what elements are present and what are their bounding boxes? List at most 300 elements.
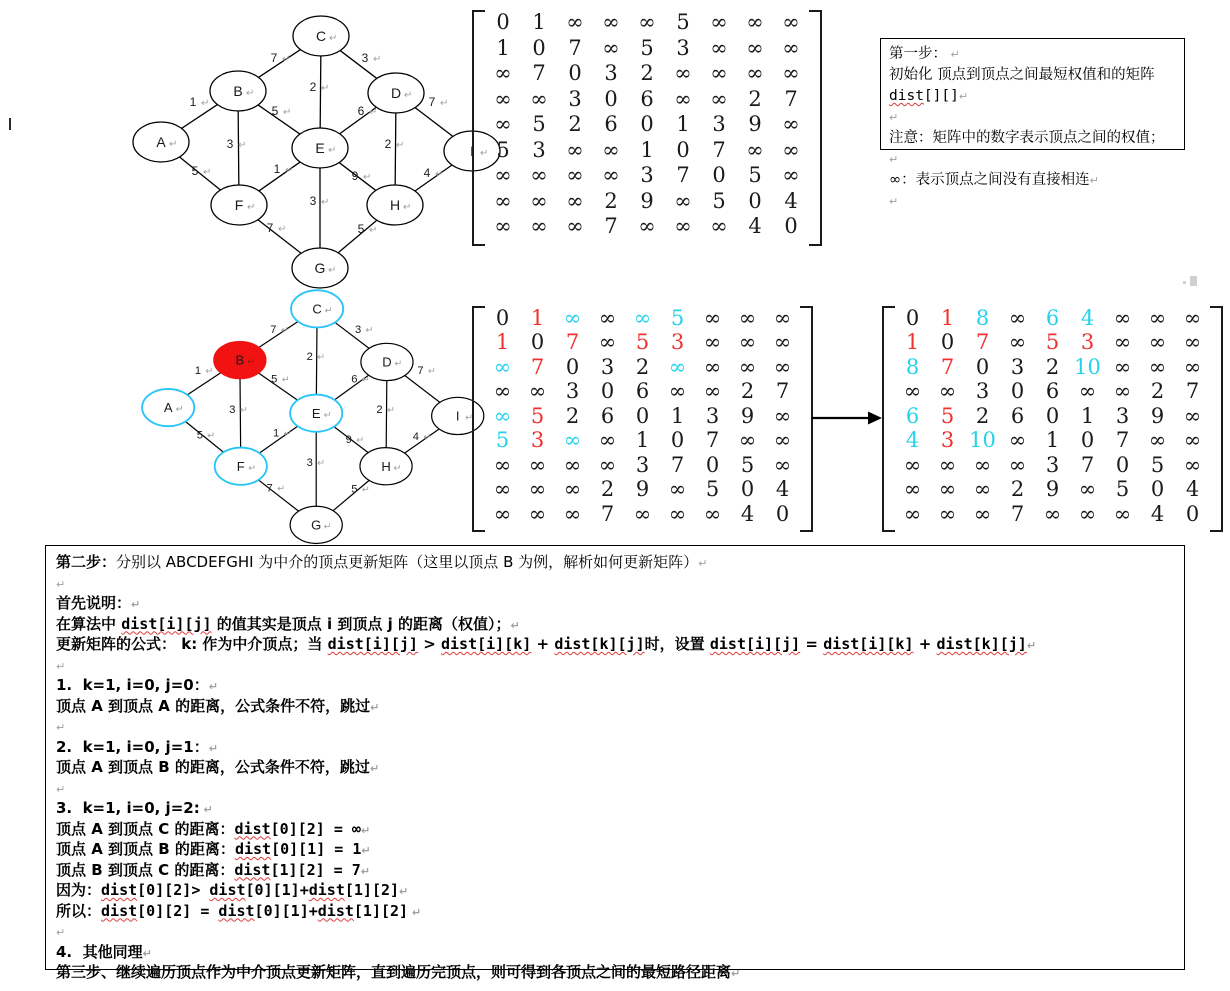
matrix-cell: ∞: [566, 163, 584, 188]
explain-blank-2: [56, 656, 1174, 677]
pilcrow-mark: ↵: [731, 967, 741, 980]
matrix-cell: 9: [635, 477, 650, 502]
matrix-cell: ∞: [563, 428, 582, 453]
matrix-cell: 4: [784, 188, 798, 213]
step-3-line-2: 顶点 A 到顶点 B 的距离：dist[0][1] = 1↵: [56, 840, 371, 858]
matrix-cell: ∞: [903, 452, 922, 477]
matrix-after-update: [882, 306, 1223, 532]
edge-weight-pilcrow: ↵: [321, 83, 330, 94]
matrix-cell: ∞: [530, 214, 548, 239]
edge-weight-label: 7: [270, 324, 277, 337]
matrix-cell: 0: [1150, 477, 1165, 502]
matrix-after-grid: [895, 306, 1210, 532]
update-arrow: [812, 406, 882, 430]
matrix-cell: ∞: [973, 477, 992, 502]
matrix-cell: ∞: [530, 163, 548, 188]
dist-token: dist[k][j]: [936, 635, 1027, 653]
explain-blank-4: [56, 779, 1174, 800]
edge-weight-label: 7: [417, 365, 424, 378]
matrix-cell: ∞: [1148, 354, 1167, 379]
matrix-cell: 1: [905, 330, 920, 355]
edge-weight-pilcrow: ↵: [285, 165, 294, 176]
explain-subhead: 首先说明：↵: [56, 594, 141, 612]
edge-weight-label: 1: [273, 427, 280, 440]
matrix-cell: 2: [635, 354, 650, 379]
pilcrow-mark: ↵: [360, 823, 371, 837]
matrix-cell: ∞: [1148, 305, 1167, 330]
matrix-cell: ∞: [598, 305, 617, 330]
matrix-cell: 6: [640, 86, 654, 111]
matrix-cell: ∞: [703, 354, 722, 379]
step-3-summary: 第三步、继续遍历顶点作为中介顶点更新矩阵，直到遍历完顶点，则可得到各顶点之间的最短路径距离↵: [56, 963, 741, 981]
pilcrow-mark: ↵: [131, 598, 141, 611]
matrix-cell: 2: [565, 403, 580, 428]
graph-node-label: C: [312, 301, 322, 317]
matrix-cell: 9: [1150, 403, 1165, 428]
edge-weight-label: 4: [423, 166, 431, 180]
dist-token: dist: [101, 881, 138, 899]
pilcrow-mark: ↵: [698, 557, 708, 570]
step-2-body: 顶点 A 到顶点 B 的距离，公式条件不符，跳过↵: [56, 758, 380, 776]
matrix-cell: 7: [600, 501, 615, 526]
graph-node-label: H: [389, 197, 401, 213]
matrix-cell: 1: [495, 330, 510, 355]
matrix-cell: ∞: [1183, 330, 1202, 355]
matrix-cell: ∞: [528, 501, 547, 526]
step-1-body: 顶点 A 到顶点 A 的距离，公式条件不符，跳过↵: [56, 696, 380, 715]
graph-node-pilcrow: ↵: [324, 305, 333, 316]
matrix-cell: 1: [940, 305, 955, 330]
edge-weight-pilcrow: ↵: [282, 54, 291, 65]
graph-node-pilcrow: ↵: [480, 148, 489, 159]
edge-weight-pilcrow: ↵: [356, 434, 365, 445]
edge-weight-label: 7: [266, 221, 274, 235]
matrix-cell: 5: [635, 330, 650, 355]
matrix-cell: ∞: [528, 452, 547, 477]
edge-weight-label: 9: [351, 169, 359, 183]
edge-weight-pilcrow: ↵: [386, 405, 395, 416]
matrix-cell: ∞: [1113, 379, 1132, 404]
matrix-cell: 3: [600, 354, 615, 379]
matrix-bracket-left: [882, 306, 895, 532]
matrix-bracket-left: [472, 306, 485, 532]
matrix-cell: 3: [705, 403, 720, 428]
edge-weight-pilcrow: ↵: [321, 197, 330, 208]
matrix-cell: 0: [975, 354, 990, 379]
explain-blank-5: [56, 922, 1174, 943]
edge-weight-pilcrow: ↵: [361, 374, 370, 385]
pilcrow-mark: ↵: [56, 659, 66, 673]
matrix-cell: ∞: [773, 428, 792, 453]
matrix-cell: 4: [1080, 305, 1095, 330]
graph-node-pilcrow: ↵: [404, 90, 413, 101]
matrix-cell: ∞: [746, 137, 764, 162]
edge-weight-pilcrow: ↵: [361, 484, 370, 495]
matrix-cell: 5: [496, 137, 510, 162]
matrix-cell: 6: [1045, 305, 1060, 330]
matrix-cell: ∞: [710, 214, 728, 239]
note-line-3: [889, 86, 1176, 107]
graph-node-label: D: [382, 354, 392, 370]
edge-weight-pilcrow: ↵: [281, 374, 290, 385]
edge-weight-label: 3: [226, 137, 234, 151]
dist-token: dist: [209, 881, 246, 899]
pilcrow-mark: ↵: [889, 111, 899, 124]
matrix-cell: 1: [676, 112, 690, 137]
matrix-cell: ∞: [710, 61, 728, 86]
matrix-cell: ∞: [633, 305, 652, 330]
matrix-cell: ∞: [493, 452, 512, 477]
pilcrow-mark: ↵: [1089, 174, 1099, 187]
graph-edge: [259, 50, 301, 78]
pilcrow-mark: ↵: [361, 844, 371, 857]
matrix-cell: ∞: [493, 403, 512, 428]
edge-weight-label: 7: [270, 51, 278, 65]
matrix-cell: 10: [1074, 354, 1101, 379]
matrix-cell: ∞: [494, 112, 512, 137]
matrix-cell: 2: [975, 403, 990, 428]
matrix-cell: 3: [940, 428, 955, 453]
pilcrow-mark: ↵: [199, 803, 213, 816]
matrix-cell: ∞: [1043, 501, 1062, 526]
matrix-cell: ∞: [710, 10, 728, 35]
matrix-cell: 4: [1150, 501, 1165, 526]
matrix-cell: ∞: [566, 214, 584, 239]
graph-node-label: G: [311, 517, 322, 533]
matrix-cell: ∞: [493, 379, 512, 404]
matrix-cell: 7: [775, 379, 790, 404]
matrix-cell: 6: [905, 403, 920, 428]
edge-weight-label: 4: [412, 431, 419, 444]
explain-def-line: 在算法中 dist[i][j] 的值其实是顶点 i 到顶点 j 的距离（权值）；↵: [56, 614, 520, 633]
matrix-cell: ∞: [566, 10, 584, 35]
step-3-line-3: 顶点 B 到顶点 C 的距离：dist[1][2] = 7↵: [56, 860, 370, 879]
matrix-cell: 1: [1045, 428, 1060, 453]
edge-weight-pilcrow: ↵: [427, 366, 436, 377]
graph-edge: [180, 157, 221, 190]
matrix-cell: 5: [530, 403, 545, 428]
matrix-cell: ∞: [638, 214, 656, 239]
matrix-cell: ∞: [674, 188, 692, 213]
graph-edge: [405, 429, 439, 453]
step1-note-box: [880, 38, 1185, 208]
matrix-cell: 0: [1045, 403, 1060, 428]
pilcrow-mark: ↵: [510, 618, 520, 632]
matrix-cell: 2: [568, 112, 582, 137]
matrix-cell: ∞: [703, 330, 722, 355]
matrix-cell: 0: [568, 61, 582, 86]
matrix-cell: ∞: [668, 501, 687, 526]
matrix-cell: 4: [1185, 477, 1200, 502]
matrix-cell: ∞: [703, 379, 722, 404]
matrix-cell: ∞: [773, 305, 792, 330]
matrix-cell: ∞: [1078, 477, 1097, 502]
pilcrow-mark: ↵: [208, 680, 218, 693]
dist-token: dist: [234, 840, 272, 858]
note-line-1: 第一步： ↵: [889, 46, 960, 62]
matrix-cell: ∞: [602, 163, 620, 188]
matrix-cell: 0: [635, 403, 650, 428]
pilcrow-mark: ↵: [958, 90, 969, 103]
matrix-cell: 5: [740, 452, 755, 477]
graph-node-pilcrow: ↵: [328, 265, 337, 276]
matrix-cell: 0: [905, 305, 920, 330]
matrix-cell: ∞: [494, 188, 512, 213]
edge-weight-label: 3: [361, 51, 369, 65]
matrix-initial-grid: [485, 10, 809, 246]
matrix-cell: 0: [1010, 379, 1025, 404]
matrix-cell: 1: [640, 137, 654, 162]
matrix-cell: 10: [969, 428, 996, 453]
matrix-cell: ∞: [703, 305, 722, 330]
dist-token: dist: [234, 819, 271, 838]
edge-weight-label: 5: [271, 104, 279, 118]
matrix-cell: 1: [1080, 403, 1095, 428]
edge-weight-pilcrow: ↵: [365, 325, 374, 336]
matrix-cell: ∞: [773, 403, 792, 428]
matrix-cell: ∞: [1183, 452, 1202, 477]
edge-weight-pilcrow: ↵: [369, 107, 378, 118]
matrix-cell: 5: [495, 428, 510, 453]
edge-weight-pilcrow: ↵: [373, 54, 382, 65]
matrix-cell: ∞: [563, 501, 582, 526]
matrix-cell: 0: [775, 501, 790, 526]
matrix-cell: ∞: [668, 354, 687, 379]
pilcrow-mark: ↵: [370, 700, 380, 714]
matrix-cell: ∞: [738, 428, 757, 453]
matrix-cell: ∞: [782, 35, 800, 60]
matrix-cell: 2: [640, 61, 654, 86]
edge-weight-label: 1: [189, 95, 197, 109]
edge-weight-label: 2: [376, 404, 383, 417]
graph-node-label: B: [235, 352, 245, 368]
graph-node-label: D: [390, 85, 402, 101]
edge-weight-label: 7: [428, 95, 436, 109]
matrix-cell: 0: [705, 452, 720, 477]
matrix-cell: 7: [1185, 379, 1200, 404]
matrix-bracket-left: [472, 10, 485, 246]
edge-weight-label: 1: [194, 365, 202, 378]
matrix-cell: ∞: [1008, 452, 1027, 477]
stray-mark-right: [1190, 276, 1197, 286]
matrix-cell: 9: [740, 403, 755, 428]
edge-weight-pilcrow: ↵: [369, 225, 378, 236]
matrix-cell: 0: [748, 188, 762, 213]
matrix-cell: 2: [740, 379, 755, 404]
matrix-cell: 8: [905, 354, 920, 379]
edge-weight-label: 3: [306, 457, 313, 470]
matrix-cell: 5: [1045, 330, 1060, 355]
graph-edge: [415, 108, 453, 137]
graph-node-pilcrow: ↵: [394, 358, 403, 369]
edge-weight-label: 1: [273, 162, 281, 176]
matrix-cell: ∞: [703, 501, 722, 526]
matrix-cell: ∞: [782, 163, 800, 188]
matrix-cell: 4: [905, 428, 920, 453]
matrix-cell: ∞: [903, 379, 922, 404]
graph-edge: [405, 376, 440, 403]
note-blank-2: [889, 191, 1176, 212]
step-4-head: 4. 其他同理↵: [56, 942, 152, 961]
matrix-cell: 7: [940, 354, 955, 379]
matrix-cell: ∞: [1148, 330, 1167, 355]
matrix-cell: 3: [568, 86, 582, 111]
step2-explanation-box: [45, 545, 1185, 981]
graph-node-label: A: [163, 400, 173, 416]
edge-weight-label: 5: [271, 373, 278, 386]
matrix-cell: ∞: [773, 330, 792, 355]
graph-edge: [258, 105, 300, 134]
matrix-cell: ∞: [530, 188, 548, 213]
matrix-cell: ∞: [782, 61, 800, 86]
matrix-cell: 0: [670, 428, 685, 453]
edge-weight-label: 2: [309, 80, 317, 94]
matrix-cell: ∞: [903, 501, 922, 526]
matrix-cell: ∞: [773, 354, 792, 379]
matrix-cell: 5: [940, 403, 955, 428]
matrix-cell: 4: [775, 477, 790, 502]
matrix-cell: 0: [940, 330, 955, 355]
matrix-cell: ∞: [668, 379, 687, 404]
matrix-cell: 6: [604, 112, 618, 137]
explain-blank-1: [56, 574, 1174, 595]
dist-token: dist[i][k]: [440, 635, 532, 653]
graph-node-label: E: [315, 140, 325, 156]
edge-weight-pilcrow: ↵: [205, 366, 214, 377]
pilcrow-mark: ↵: [56, 926, 66, 939]
edge-weight-label: 6: [357, 104, 365, 118]
matrix-cell: ∞: [674, 86, 692, 111]
matrix-cell: 7: [1115, 428, 1130, 453]
matrix-cell: ∞: [738, 354, 757, 379]
matrix-cell: 5: [712, 188, 726, 213]
step-2-head: 2. k=1, i=0, j=1：↵: [56, 737, 218, 756]
graph-node-pilcrow: ↵: [248, 462, 257, 473]
matrix-cell: 3: [1045, 452, 1060, 477]
matrix-cell: 7: [975, 330, 990, 355]
pilcrow-mark: ↵: [947, 48, 960, 61]
graph-node-pilcrow: ↵: [329, 33, 338, 44]
matrix-cell: ∞: [938, 452, 957, 477]
matrix-cell: 3: [1010, 354, 1025, 379]
matrix-cell: 5: [1150, 452, 1165, 477]
matrix-cell: ∞: [973, 452, 992, 477]
matrix-cell: 0: [640, 112, 654, 137]
pilcrow-mark: ↵: [360, 864, 370, 878]
step-3-head: 3. k=1, i=0, j=2: ↵: [56, 799, 213, 817]
note-line-2: 初始化 顶点到顶点之间最短权值和的矩阵: [889, 67, 1155, 83]
graph-edge: [259, 322, 298, 348]
matrix-cell: 5: [676, 10, 690, 35]
matrix-cell: 7: [604, 214, 618, 239]
matrix-cell: 5: [640, 35, 654, 60]
pilcrow-mark: ↵: [889, 195, 899, 208]
graph-node-label: F: [234, 197, 244, 213]
edge-weight-pilcrow: ↵: [238, 140, 247, 151]
graph-node-pilcrow: ↵: [169, 139, 178, 150]
matrix-cell: ∞: [738, 330, 757, 355]
matrix-cell: 7: [568, 35, 582, 60]
matrix-cell: ∞: [598, 452, 617, 477]
matrix-cell: ∞: [563, 477, 582, 502]
step-1-head: 1. k=1, i=0, j=0：↵: [56, 676, 218, 694]
graph-node-pilcrow: ↵: [393, 462, 402, 473]
matrix-cell: ∞: [602, 137, 620, 162]
pilcrow-mark: ↵: [56, 782, 66, 796]
matrix-cell: 5: [670, 305, 685, 330]
matrix-cell: ∞: [782, 112, 800, 137]
graph-node-pilcrow: ↵: [403, 202, 412, 213]
edge-weight-pilcrow: ↵: [317, 458, 325, 469]
matrix-cell: ∞: [746, 61, 764, 86]
matrix-cell: ∞: [1113, 305, 1132, 330]
matrix-cell: 7: [670, 452, 685, 477]
matrix-cell: 3: [565, 379, 580, 404]
matrix-cell: 7: [532, 61, 546, 86]
edge-weight-label: 9: [345, 433, 352, 446]
pilcrow-mark: ↵: [399, 885, 409, 898]
edge-weight-label: 2: [306, 351, 313, 364]
matrix-cell: 1: [635, 428, 650, 453]
matrix-cell: 0: [1080, 428, 1095, 453]
graph-node-pilcrow: ↵: [465, 412, 473, 423]
edge-weight-pilcrow: ↵: [396, 140, 405, 151]
graph-edge: [335, 322, 369, 348]
matrix-cell: 0: [1115, 452, 1130, 477]
edge-weight-label: 3: [229, 404, 236, 417]
explain-title: 第二步：分别以 ABCDEFGHI 为中介的顶点更新矩阵（这里以顶点 B 为例，解析如何更新矩阵）↵: [56, 553, 708, 571]
matrix-cell: 7: [565, 330, 580, 355]
matrix-cell: ∞: [738, 305, 757, 330]
matrix-cell: 7: [1010, 501, 1025, 526]
matrix-cell: ∞: [1008, 305, 1027, 330]
matrix-cell: 7: [530, 354, 545, 379]
graph-1-svg: [55, 5, 489, 295]
matrix-cell: 1: [532, 10, 546, 35]
matrix-cell: ∞: [493, 477, 512, 502]
matrix-initial: [472, 10, 822, 246]
graph-node-label: I: [455, 408, 460, 424]
graph-node-pilcrow: ↵: [246, 88, 255, 99]
matrix-cell: ∞: [710, 35, 728, 60]
dist-token: dist[i][j]: [709, 635, 801, 653]
dist-token: dist: [218, 901, 255, 920]
edge-weight-label: 7: [266, 482, 273, 495]
graph-node-pilcrow: ↵: [175, 404, 184, 415]
edge-weight-pilcrow: ↵: [423, 432, 432, 443]
matrix-cell: ∞: [530, 86, 548, 111]
matrix-cell: ∞: [1008, 428, 1027, 453]
edge-weight-pilcrow: ↵: [278, 224, 287, 235]
matrix-cell: ∞: [1113, 501, 1132, 526]
note-line-5: 注意：矩阵中的数字表示顶点之间的权值； ↵: [889, 130, 1168, 166]
matrix-cell: 5: [748, 163, 762, 188]
matrix-cell: ∞: [773, 452, 792, 477]
matrix-cell: 0: [676, 137, 690, 162]
matrix-cell: 2: [604, 188, 618, 213]
pilcrow-mark: ↵: [142, 946, 152, 960]
note-line-6: ∞：表示顶点之间没有直接相连↵: [889, 172, 1099, 188]
explain-blank-3: [56, 717, 1174, 738]
matrix-cell: ∞: [566, 137, 584, 162]
graph-edge: [415, 165, 452, 191]
edge-weight-pilcrow: ↵: [239, 405, 248, 416]
graph-node-label: A: [156, 134, 166, 150]
matrix-cell: ∞: [1078, 379, 1097, 404]
matrix-cell: 4: [748, 214, 762, 239]
graph-edge: [182, 105, 218, 129]
step-3-because: 因为：dist[0][2]> dist[0][1]+dist[1][2]↵: [56, 881, 409, 899]
